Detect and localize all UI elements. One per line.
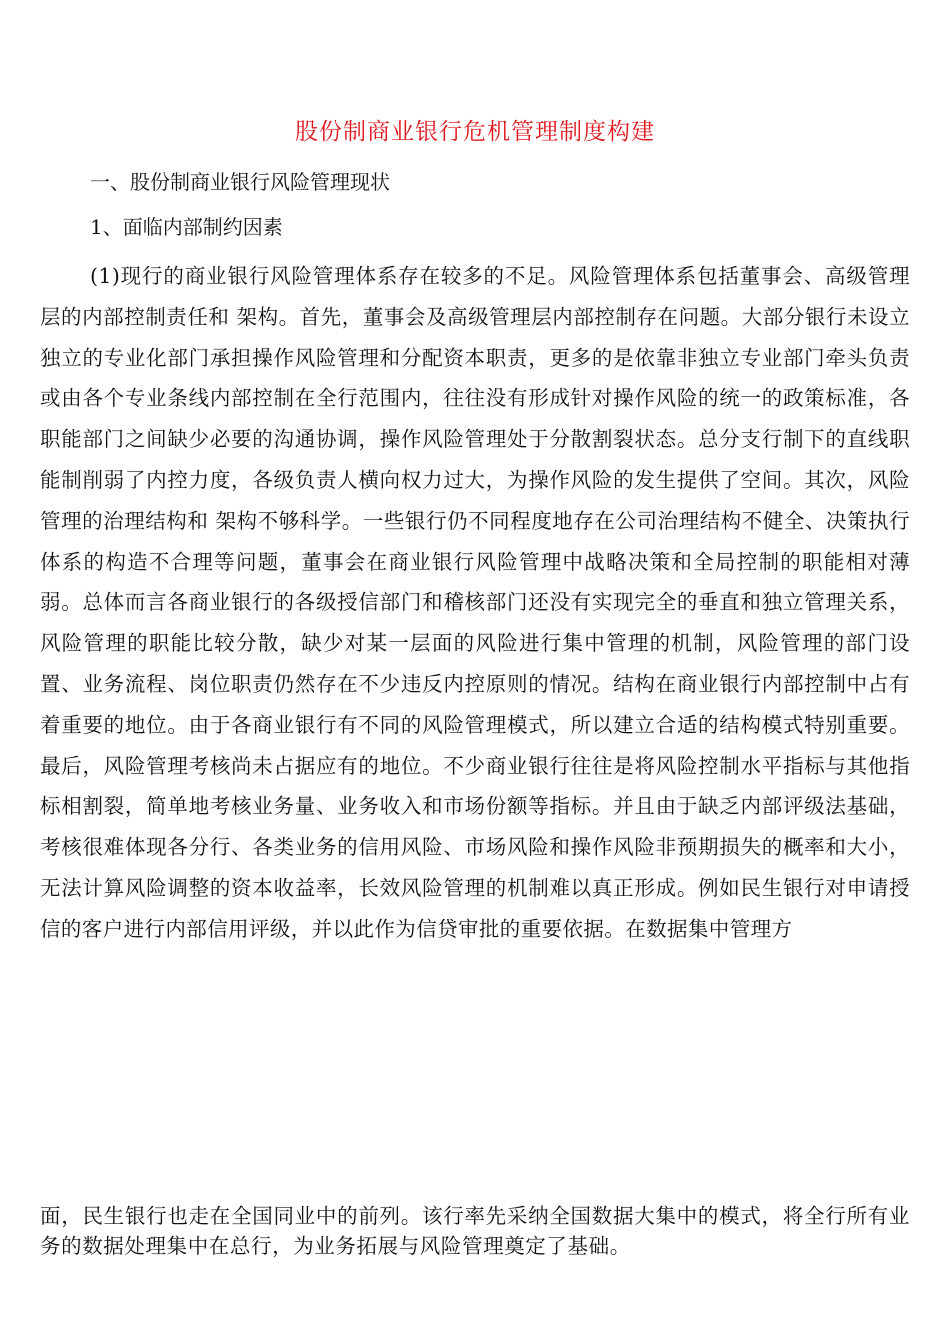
section-heading: 一、股份制商业银行风险管理现状 bbox=[90, 170, 390, 194]
continuation-paragraph: 面，民生银行也走在全国同业中的前列。该行率先采纳全国数据大集中的模式，将全行所有业务的数据处理集中在总行，为业务拓展与风险管理奠定了基础。 bbox=[40, 1204, 910, 1258]
body-paragraph: (1)现行的商业银行风险管理体系存在较多的不足。风险管理体系包括董事会、高级管理层的内部控制责任和 架构。首先，董事会及高级管理层内部控制存在问题。大部分银行未设立独立的专业化部门承担操作风险管理和分配资本职责，更多的是依靠非独立专业部门牵头负责或由各个专业条线内部控制在全行范围内，往往没有形成针对操作风险的统一的政策标准，各职能部门之间缺少必要的沟通协调，操作风险管理处于分散割裂状态。总分支行制下的直线职能制削弱了内控力度，各级负责人横向权力过大，为操作风险的发生提供了空间。其次，风险管理的治理结构和 架构不够科学。一些银行仍不同程度地存在公司治理结构不健全、决策执行体系的构造不合理等问题，董事会在商业银行风险管理中战略决策和全局控制的职能相对薄弱。总体而言各商业银行的各级授信部门和稽核部门还没有实现完全的垂直和独立管理关系，风险管理的职能比较分散，缺少对某一层面的风险进行集中管理的机制，风险管理的部门设置、业务流程、岗位职责仍然存在不少违反内控原则的情况。结构在商业银行内部控制中占有着重要的地位。由于各商业银行有不同的风险管理模式，所以建立合适的结构模式特别重要。最后，风险管理考核尚未占据应有的地位。不少商业银行往往是将风险控制水平指标与其他指标相割裂，简单地考核业务量、业务收入和市场份额等指标。并且由于缺乏内部评级法基础，考核很难体现各分行、各类业务的信用风险、市场风险和操作风险非预期损失的概率和大小，无法计算风险调整的资本收益率，长效风险管理的机制难以真正形成。例如民生银行对申请授信的客户进行内部信用评级，并以此作为信贷审批的重要依据。在数据集中管理方 bbox=[40, 264, 910, 941]
document-title: 股份制商业银行危机管理制度构建 bbox=[295, 119, 655, 145]
subsection-heading: 1、面临内部制约因素 bbox=[90, 215, 283, 239]
